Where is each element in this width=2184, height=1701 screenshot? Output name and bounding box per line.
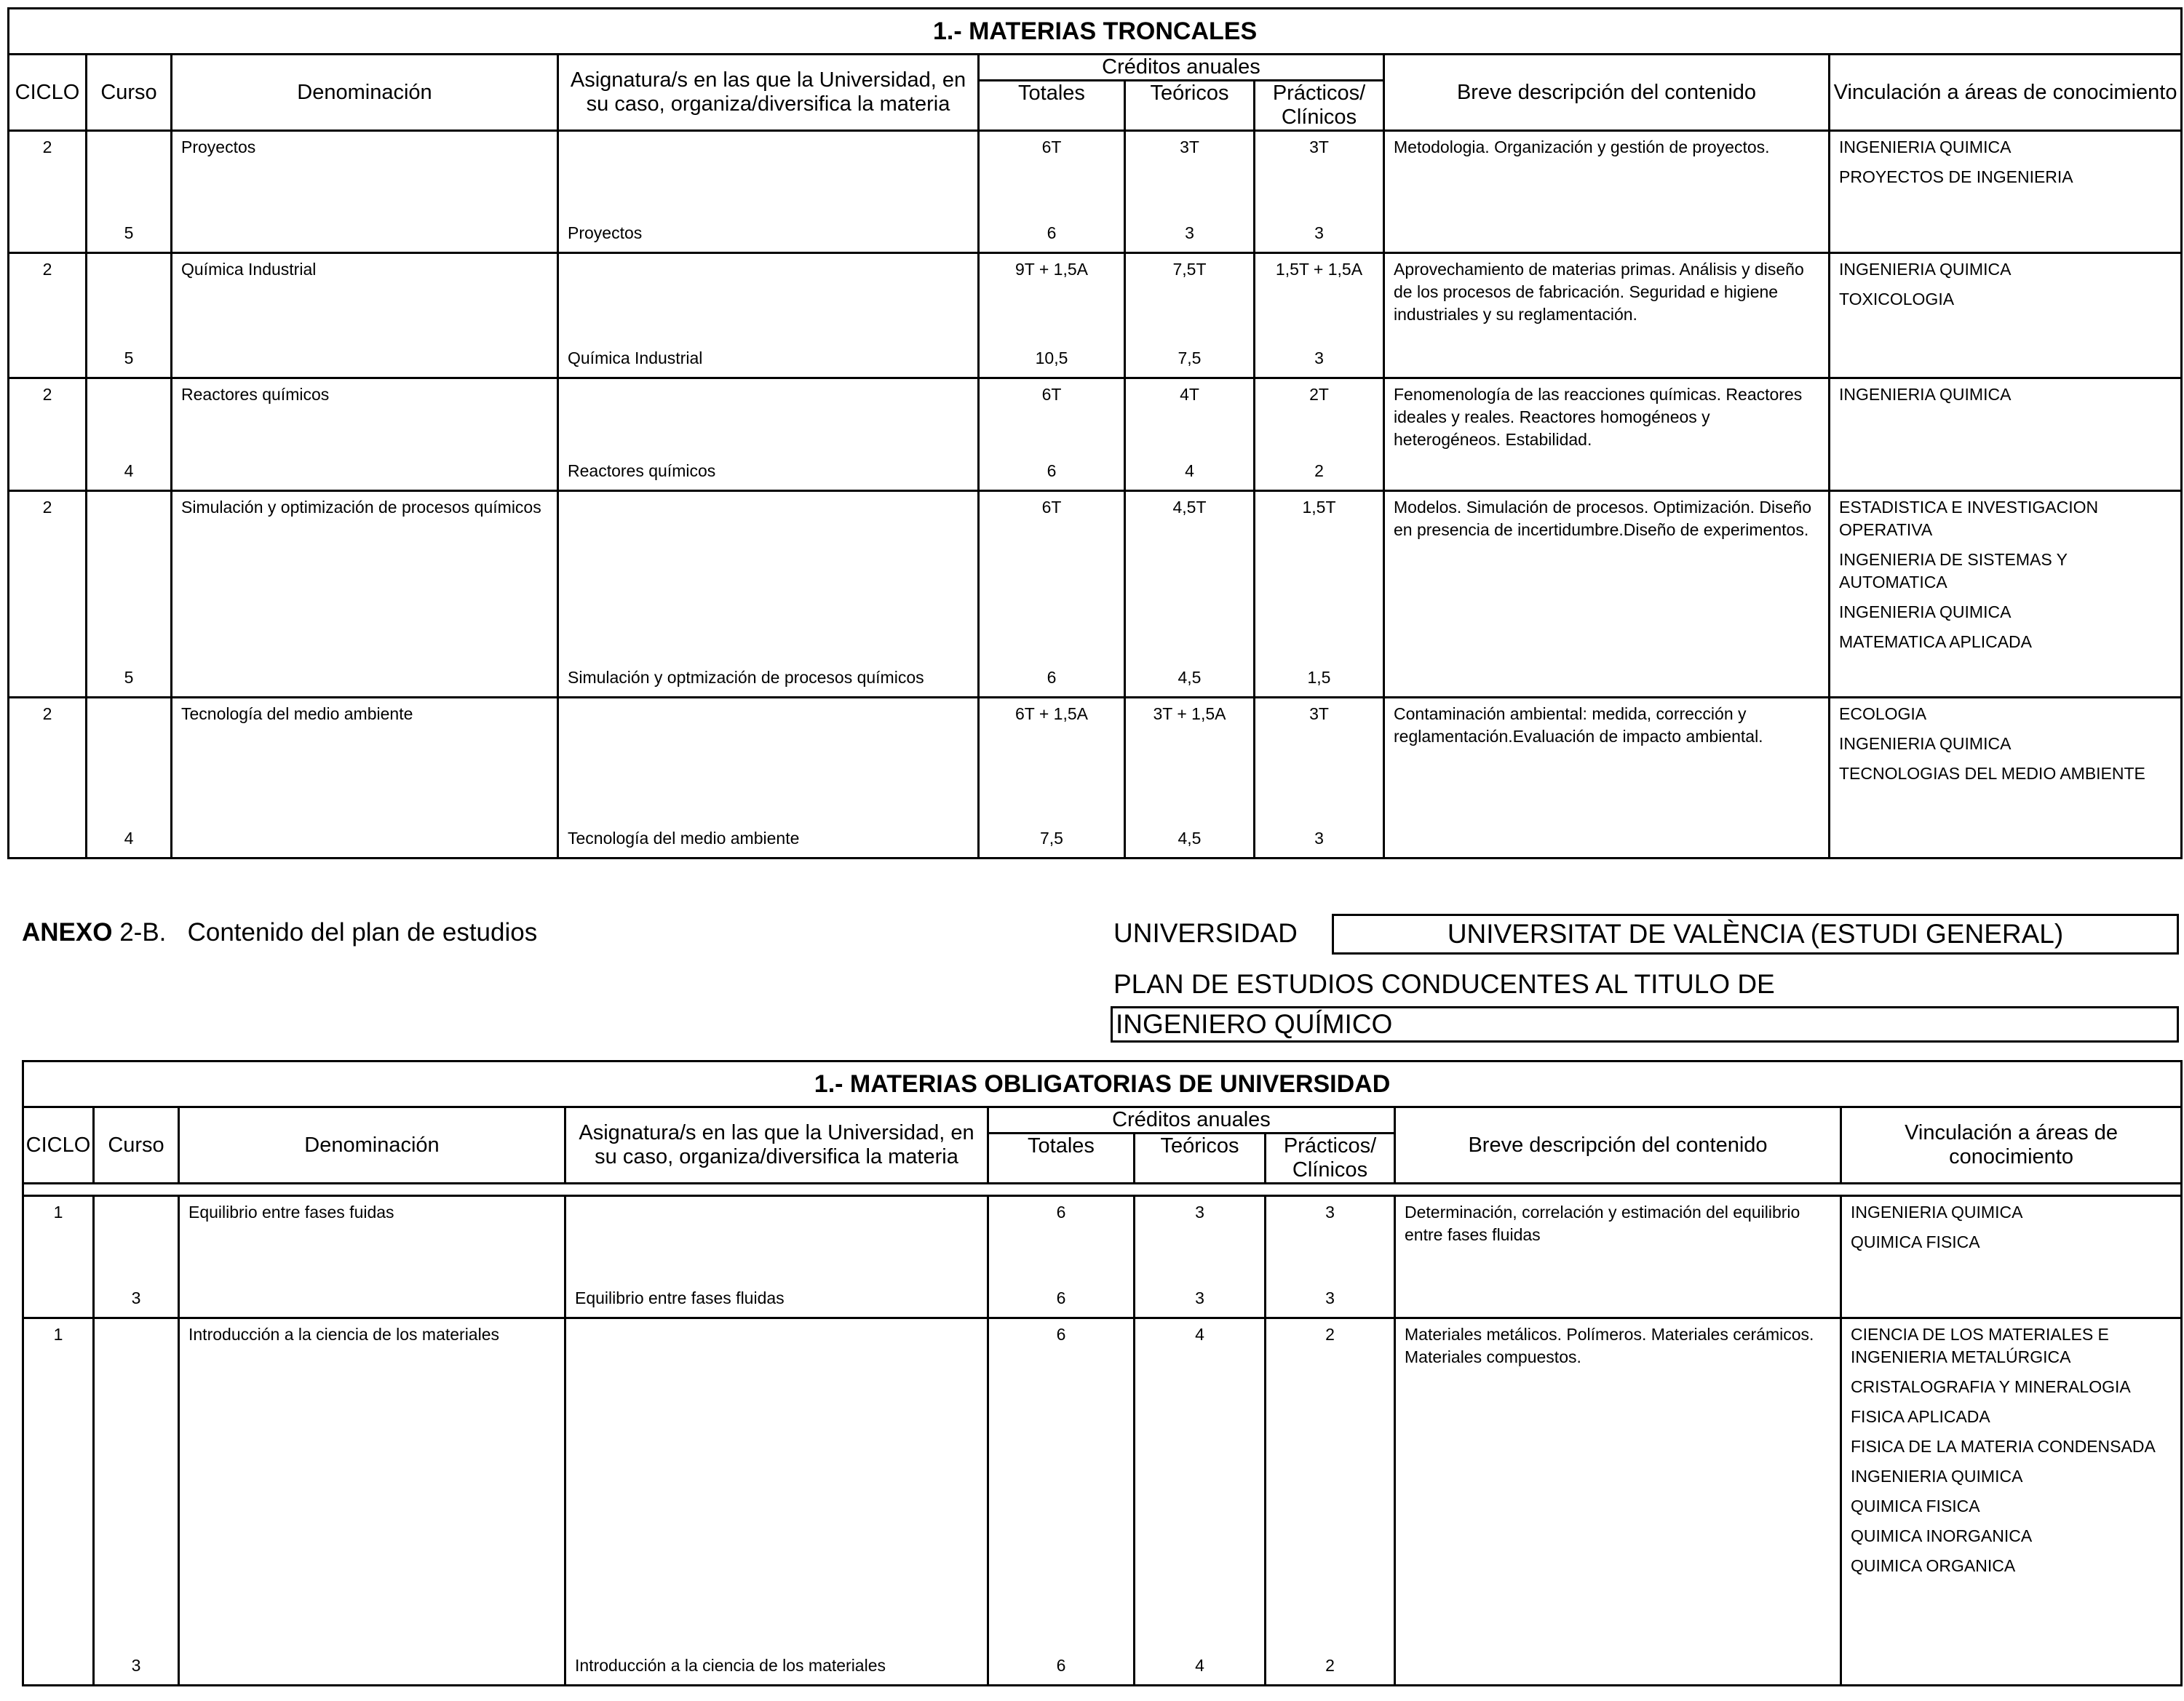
totales-top-value: 6T xyxy=(1041,138,1062,156)
vinculacion-cell xyxy=(1830,131,2182,253)
descripcion-cell xyxy=(1395,1318,1841,1686)
totales-top-value: 6T xyxy=(1041,498,1062,517)
totales-bottom-value: 6 xyxy=(1047,668,1057,687)
asignatura-cell xyxy=(558,491,979,698)
areas-list xyxy=(1830,258,2180,318)
plan-label: PLAN DE ESTUDIOS CONDUCENTES AL TITULO DE xyxy=(1113,969,1775,999)
header-creditos: Créditos anuales xyxy=(979,55,1384,81)
area-item: TECNOLOGIAS DEL MEDIO AMBIENTE xyxy=(1839,764,2145,783)
area-item: FISICA APLICADA xyxy=(1851,1407,1990,1426)
ciclo-cell xyxy=(9,378,87,491)
descripcion-cell xyxy=(1395,1196,1841,1318)
vinculacion-cell xyxy=(1841,1318,2182,1686)
descripcion-value: Modelos. Simulación de procesos. Optimización. Diseño en presencia de incertidumbre.Diseño de experimentos. xyxy=(1394,498,1811,539)
denominacion-cell xyxy=(172,378,558,491)
teoricos-top-value: 7,5T xyxy=(1172,260,1207,279)
curso-value: 3 xyxy=(131,1288,141,1307)
practicos-top-value: 3 xyxy=(1325,1203,1335,1222)
asignatura-cell xyxy=(558,698,979,859)
ciclo-value: 2 xyxy=(42,385,52,404)
teoricos-bottom-value: 3 xyxy=(1185,223,1194,242)
header-denominacion: Denominación xyxy=(172,55,558,131)
vinculacion-cell xyxy=(1830,253,2182,378)
totales-top-value: 6 xyxy=(1056,1203,1066,1222)
area-item: FISICA DE LA MATERIA CONDENSADA xyxy=(1851,1437,2156,1456)
totales-bottom-value: 6 xyxy=(1056,1288,1066,1307)
areas-list xyxy=(1842,1323,2180,1585)
totales-cell xyxy=(988,1318,1135,1686)
curso-value: 5 xyxy=(124,348,134,367)
totales-bottom-value: 6 xyxy=(1047,223,1057,242)
header-practicos: Prácticos/ Clínicos xyxy=(1266,1134,1395,1184)
practicos-bottom-value: 3 xyxy=(1314,223,1324,242)
table-row xyxy=(9,378,2182,491)
practicos-top-value: 1,5T + 1,5A xyxy=(1275,260,1363,279)
universidad-label: UNIVERSIDAD xyxy=(1113,918,1298,948)
teoricos-cell xyxy=(1125,698,1255,859)
practicos-top-value: 1,5T xyxy=(1302,498,1336,517)
area-item: CIENCIA DE LOS MATERIALES E INGENIERIA METALÚRGICA xyxy=(1851,1325,2109,1366)
denominacion-cell xyxy=(172,131,558,253)
curso-value: 5 xyxy=(124,668,134,687)
teoricos-bottom-value: 4,5 xyxy=(1178,668,1202,687)
teoricos-bottom-value: 4,5 xyxy=(1178,829,1202,848)
practicos-cell xyxy=(1266,1196,1395,1318)
area-item: INGENIERIA QUIMICA xyxy=(1839,260,2012,279)
curso-cell xyxy=(87,491,172,698)
areas-list xyxy=(1830,703,2180,792)
table-row xyxy=(9,131,2182,253)
header-descripcion: Breve descripción del contenido xyxy=(1384,55,1830,131)
troncales-title: 1.- MATERIAS TRONCALES xyxy=(9,9,2182,55)
descripcion-cell xyxy=(1384,698,1830,859)
header-totales: Totales xyxy=(988,1134,1135,1184)
table-row xyxy=(9,698,2182,859)
denominacion-cell xyxy=(172,698,558,859)
totales-bottom-value: 7,5 xyxy=(1040,829,1063,848)
asignatura-value: Proyectos xyxy=(568,223,643,242)
table-row xyxy=(9,253,2182,378)
area-item: ESTADISTICA E INVESTIGACION OPERATIVA xyxy=(1839,498,2099,539)
asignatura-value: Introducción a la ciencia de los materiales xyxy=(575,1656,886,1675)
asignatura-cell xyxy=(558,253,979,378)
area-item: MATEMATICA APLICADA xyxy=(1839,632,2032,651)
ciclo-value: 1 xyxy=(53,1325,63,1344)
header-asignatura: Asignatura/s en las que la Universidad, en su caso, organiza/diversifica la materia xyxy=(565,1107,988,1184)
area-item: QUIMICA ORGANICA xyxy=(1851,1556,2016,1575)
teoricos-bottom-value: 4 xyxy=(1185,461,1194,480)
ciclo-value: 2 xyxy=(42,498,52,517)
area-item: PROYECTOS DE INGENIERIA xyxy=(1839,167,2073,186)
area-item: INGENIERIA QUIMICA xyxy=(1851,1203,2023,1222)
universidad-value-box xyxy=(1332,914,2179,955)
teoricos-cell xyxy=(1125,131,1255,253)
area-item: ECOLOGIA xyxy=(1839,704,1927,723)
totales-bottom-value: 10,5 xyxy=(1035,348,1068,367)
descripcion-value: Fenomenología de las reacciones químicas. Reactores ideales y reales. Reactores homogéneos y heterogéneos. Estabilidad. xyxy=(1394,385,1803,449)
area-item: TOXICOLOGIA xyxy=(1839,290,1955,308)
asignatura-value: Equilibrio entre fases fluidas xyxy=(575,1288,785,1307)
denominacion-cell xyxy=(172,491,558,698)
practicos-cell xyxy=(1255,698,1384,859)
areas-list xyxy=(1830,136,2180,196)
practicos-top-value: 2T xyxy=(1309,385,1329,404)
area-item: QUIMICA FISICA xyxy=(1851,1497,1980,1515)
denominacion-value: Introducción a la ciencia de los materiales xyxy=(188,1325,500,1344)
curso-cell xyxy=(94,1318,179,1686)
header-teoricos: Teóricos xyxy=(1125,81,1255,131)
practicos-top-value: 3T xyxy=(1309,138,1329,156)
denominacion-value: Simulación y optimización de procesos químicos xyxy=(181,498,541,517)
asignatura-value: Simulación y optmización de procesos químicos xyxy=(568,668,924,687)
curso-value: 3 xyxy=(131,1656,141,1675)
titulo-value-box xyxy=(1111,1006,2179,1043)
curso-cell xyxy=(87,698,172,859)
curso-cell xyxy=(87,378,172,491)
ciclo-cell xyxy=(23,1318,94,1686)
areas-list xyxy=(1830,496,2180,661)
asignatura-cell xyxy=(565,1318,988,1686)
totales-bottom-value: 6 xyxy=(1047,461,1057,480)
teoricos-cell xyxy=(1125,378,1255,491)
header-totales: Totales xyxy=(979,81,1125,131)
denominacion-value: Química Industrial xyxy=(181,260,317,279)
ciclo-cell xyxy=(23,1196,94,1318)
practicos-bottom-value: 3 xyxy=(1314,829,1324,848)
descripcion-value: Metodologia. Organización y gestión de proyectos. xyxy=(1394,138,1770,156)
ciclo-cell xyxy=(9,491,87,698)
annex-heading xyxy=(22,918,537,947)
descripcion-cell xyxy=(1384,378,1830,491)
curso-value: 4 xyxy=(124,829,134,848)
descripcion-value: Determinación, correlación y estimación del equilibrio entre fases fluidas xyxy=(1405,1203,1800,1244)
vinculacion-cell xyxy=(1830,378,2182,491)
table-row xyxy=(9,491,2182,698)
header-denominacion: Denominación xyxy=(179,1107,565,1184)
denominacion-cell xyxy=(179,1318,565,1686)
denominacion-value: Reactores químicos xyxy=(181,385,330,404)
teoricos-top-value: 3T xyxy=(1180,138,1199,156)
teoricos-bottom-value: 7,5 xyxy=(1178,348,1202,367)
denominacion-cell xyxy=(172,253,558,378)
denominacion-cell xyxy=(179,1196,565,1318)
totales-cell xyxy=(979,378,1125,491)
practicos-bottom-value: 2 xyxy=(1314,461,1324,480)
denominacion-value: Equilibrio entre fases fuidas xyxy=(188,1203,394,1222)
totales-top-value: 9T + 1,5A xyxy=(1015,260,1088,279)
totales-cell xyxy=(979,253,1125,378)
totales-top-value: 6T xyxy=(1041,385,1062,404)
curso-value: 4 xyxy=(124,461,134,480)
annex-label: ANEXO xyxy=(22,918,113,947)
descripcion-cell xyxy=(1384,253,1830,378)
practicos-cell xyxy=(1266,1318,1395,1686)
curso-cell xyxy=(87,253,172,378)
practicos-bottom-value: 3 xyxy=(1325,1288,1335,1307)
curso-value: 5 xyxy=(124,223,134,242)
universidad-value: UNIVERSITAT DE VALÈNCIA (ESTUDI GENERAL) xyxy=(1447,919,2064,949)
curso-cell xyxy=(87,131,172,253)
totales-cell xyxy=(979,131,1125,253)
asignatura-cell xyxy=(558,131,979,253)
ciclo-cell xyxy=(9,253,87,378)
practicos-cell xyxy=(1255,378,1384,491)
annex-number: 2-B. xyxy=(119,918,167,947)
header-vinculacion: Vinculación a áreas de conocimiento xyxy=(1841,1107,2182,1184)
area-item: CRISTALOGRAFIA Y MINERALOGIA xyxy=(1851,1377,2131,1396)
header-curso: Curso xyxy=(94,1107,179,1184)
areas-list xyxy=(1830,383,2180,413)
practicos-cell xyxy=(1255,491,1384,698)
asignatura-value: Reactores químicos xyxy=(568,461,716,480)
header-curso: Curso xyxy=(87,55,172,131)
area-item: INGENIERIA QUIMICA xyxy=(1839,138,2012,156)
ciclo-value: 1 xyxy=(53,1203,63,1222)
asignatura-cell xyxy=(558,378,979,491)
teoricos-top-value: 4T xyxy=(1180,385,1199,404)
totales-top-value: 6 xyxy=(1056,1325,1066,1344)
teoricos-bottom-value: 3 xyxy=(1195,1288,1204,1307)
titulo-value: INGENIERO QUÍMICO xyxy=(1116,1009,1393,1039)
asignatura-value: Química Industrial xyxy=(568,348,703,367)
area-item: INGENIERIA DE SISTEMAS Y AUTOMATICA xyxy=(1839,550,2068,591)
totales-cell xyxy=(979,698,1125,859)
totales-bottom-value: 6 xyxy=(1056,1656,1066,1675)
ciclo-cell xyxy=(9,131,87,253)
practicos-top-value: 3T xyxy=(1309,704,1329,723)
asignatura-value: Tecnología del medio ambiente xyxy=(568,829,800,848)
teoricos-bottom-value: 4 xyxy=(1195,1656,1204,1675)
ciclo-value: 2 xyxy=(42,260,52,279)
area-item: QUIMICA INORGANICA xyxy=(1851,1526,2033,1545)
header-teoricos: Teóricos xyxy=(1135,1134,1266,1184)
totales-top-value: 6T + 1,5A xyxy=(1015,704,1088,723)
practicos-cell xyxy=(1255,253,1384,378)
teoricos-top-value: 3T + 1,5A xyxy=(1153,704,1226,723)
denominacion-value: Proyectos xyxy=(181,138,256,156)
teoricos-cell xyxy=(1135,1196,1266,1318)
obligatorias-table xyxy=(22,1060,2183,1686)
troncales-table xyxy=(7,7,2183,859)
practicos-bottom-value: 1,5 xyxy=(1307,668,1331,687)
teoricos-top-value: 3 xyxy=(1195,1203,1204,1222)
asignatura-cell xyxy=(565,1196,988,1318)
denominacion-value: Tecnología del medio ambiente xyxy=(181,704,413,723)
header-vinculacion: Vinculación a áreas de conocimiento xyxy=(1830,55,2182,131)
header-ciclo: CICLO xyxy=(23,1107,94,1184)
header-practicos: Prácticos/ Clínicos xyxy=(1255,81,1384,131)
area-item: INGENIERIA QUIMICA xyxy=(1839,385,2012,404)
descripcion-cell xyxy=(1384,491,1830,698)
practicos-cell xyxy=(1255,131,1384,253)
teoricos-top-value: 4 xyxy=(1195,1325,1204,1344)
teoricos-cell xyxy=(1135,1318,1266,1686)
header-descripcion: Breve descripción del contenido xyxy=(1395,1107,1841,1184)
totales-cell xyxy=(979,491,1125,698)
header-ciclo: CICLO xyxy=(9,55,87,131)
descripcion-cell xyxy=(1384,131,1830,253)
curso-cell xyxy=(94,1196,179,1318)
descripcion-value: Aprovechamiento de materias primas. Análisis y diseño de los procesos de fabricación. Seguridad e higiene industriales y su reglamentación. xyxy=(1394,260,1804,324)
teoricos-cell xyxy=(1125,491,1255,698)
header-creditos: Créditos anuales xyxy=(988,1107,1395,1134)
ciclo-value: 2 xyxy=(42,704,52,723)
obligatorias-title: 1.- MATERIAS OBLIGATORIAS DE UNIVERSIDAD xyxy=(23,1061,2182,1107)
vinculacion-cell xyxy=(1830,491,2182,698)
teoricos-cell xyxy=(1125,253,1255,378)
totales-cell xyxy=(988,1196,1135,1318)
area-item: INGENIERIA QUIMICA xyxy=(1839,602,2012,621)
descripcion-value: Materiales metálicos. Polímeros. Materiales cerámicos. Materiales compuestos. xyxy=(1405,1325,1814,1366)
teoricos-top-value: 4,5T xyxy=(1172,498,1207,517)
practicos-bottom-value: 2 xyxy=(1325,1656,1335,1675)
area-item: INGENIERIA QUIMICA xyxy=(1851,1467,2023,1486)
table-row xyxy=(23,1318,2182,1686)
descripcion-value: Contaminación ambiental: medida, corrección y reglamentación.Evaluación de impacto ambiental. xyxy=(1394,704,1763,746)
ciclo-cell xyxy=(9,698,87,859)
header-separator xyxy=(23,1184,2182,1196)
practicos-bottom-value: 3 xyxy=(1314,348,1324,367)
ciclo-value: 2 xyxy=(42,138,52,156)
areas-list xyxy=(1842,1201,2180,1261)
area-item: QUIMICA FISICA xyxy=(1851,1232,1980,1251)
practicos-top-value: 2 xyxy=(1325,1325,1335,1344)
vinculacion-cell xyxy=(1830,698,2182,859)
area-item: INGENIERIA QUIMICA xyxy=(1839,734,2012,753)
header-asignatura: Asignatura/s en las que la Universidad, en su caso, organiza/diversifica la materia xyxy=(558,55,979,131)
vinculacion-cell xyxy=(1841,1196,2182,1318)
table-row xyxy=(23,1196,2182,1318)
annex-text: Contenido del plan de estudios xyxy=(187,918,538,947)
